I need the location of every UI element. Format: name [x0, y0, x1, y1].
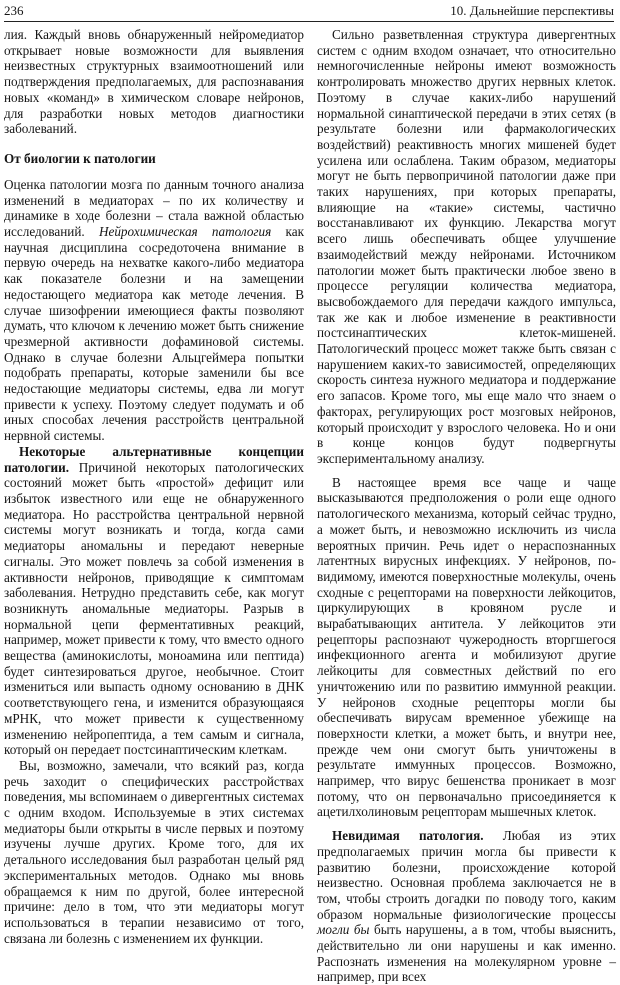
page-number: 236 [4, 3, 24, 18]
invisible-text-a: Любая из этих предполагаемых причин могла бы привести к развитию болезни, происхождение которой неизвестно. Основная проблема заключается не в том, чтобы строить догадки по поводу того, каким образом нормальные физиологические процессы [317, 828, 617, 922]
run-in-heading-invisible: Невидимая патология. [332, 828, 484, 844]
paragraph-spacer [317, 467, 616, 475]
invisible-text-b: быть нарушены, а в том, чтобы выяснить, действительно ли они нарушены и как именно. Распознать изменения на молекулярном уровне – например, при всех [317, 922, 616, 985]
assessment-text-b: как научная дисциплина сосредоточена внимание в первую очередь на нехватке какого-либо медиатора как показателе болезни и на замещении недостающего медиатора как методе лечения. В случае шизофрении имеющиеся факты позволяют думать, что ключом к лечению может быть снижение чрезмерной активности дофаминовой системы. Однако в случае болезни Альцгеймера попытки подобрать препараты, которые заменили бы все недостающие медиаторы системы, едва ли могут привести к успеху. Поэтому следует подумать и об иных способах лечения расстройств центральной нервной системы. [4, 224, 305, 444]
page-header [4, 3, 614, 21]
could-be-term: могли бы [317, 922, 370, 938]
paragraph-remark: Вы, возможно, замечали, что всякий раз, когда речь заходит о специфических расстройствах поведения, мы вспоминаем о дивергентных системах с одним входом. Используемые в этих системах медиаторы были открыты в числе первых и поэтому изучены лучше других. Кроме того, для их детального исследования был разработан целый ряд экспериментальных методов. Однако мы вновь обращаемся к ним по другой, более интересной причине: дело в том, что эти медиаторы могут использоваться в терапии независимо от того, связана ли болезнь с изменением их функции. [4, 757, 304, 946]
assessment-text-a: Оценка патологии мозга по данным точного анализа изменений в медиаторах – по их количеству и динамике в ходе болезни – стала важной областью исследований. [4, 176, 304, 240]
alternative-concepts-text: Причиной некоторых патологических состояний может быть «простой» дефицит или избыток известного или еще не обнаруженного медиатора. Но расстройства центральной нервной системы могут возникать и тогда, когда сами медиаторы аномальны и передают неверные сигналы. Это может повлечь за собой изменения в активности нейронов, приводящие к симптомам заболевания. Нетрудно представить себе, как могут возникнуть аномальные медиаторы. Разрыв в нормальной цепи ферментативных реакций, например, может привести к тому, что вместо одного вещества (аминокислоты, моноамина или пептида) будет синтезироваться другое, необычное. Стоит измениться или выпасть одному основанию в ДНК соответствующего гена, и изменится образующаяся мРНК, что может привести к существенному изменению нейропептида, а тем самым и сигнала, который он передает постсинаптическим клеткам. [4, 459, 304, 758]
paragraph-invisible-pathology [317, 828, 616, 985]
run-in-heading-alternative: Некоторые альтернативные концепции патологии. [4, 443, 304, 475]
paragraph-branched-structure: Сильно разветвленная структура дивергентных систем с одним входом означает, что относительно немногочисленные нейроны имеют возможность контролировать множество других нервных клеток. Поэтому в случае каких-либо нарушений нормальной синаптической передачи в этих сетях (в результате болезни или фармакологических воздействий) реактивность многих мишеней будет усилена или ослаблена. Таким образом, медиаторы могут не быть первопричиной патологии даже при таких нарушениях, при которых препараты, влияющие на «такие» системы, частично восстанавливают их функцию. Лекарства могут всего лишь обеспечивать общее улучшение взаимодействий между нейронами. Источником патологии может быть практически любое звено в процессе регуляции количества медиатора, высвобождаемого для передачи каждого импульса, так же как и любое изменение в реактивности постсинаптических клеток-мишеней. Патологический процесс может также быть связан с нарушением каких-то зависимостей, определяющих скорость синтеза нужного медиатора и поддержание его запасов. Кроме того, мы еще мало что знаем о факторах, регулирующих рост мозговых нейронов, который происходит у взрослого человека. Но и они в конце концов будут подвергнуты экспериментальному анализу. [317, 27, 616, 466]
neurochemical-pathology-term: Нейрохимическая патология [98, 224, 272, 240]
paragraph-alternative-concepts [4, 444, 304, 758]
paragraph-assessment [4, 177, 304, 444]
paragraph-spacer [317, 820, 616, 828]
section-heading: От биологии к патологии [4, 150, 156, 166]
left-column [4, 27, 304, 946]
right-column [317, 27, 616, 985]
paragraph-continuation: лия. Каждый вновь обнаруженный нейромедиатор открывает новые возможности для выявления неизвестных структурных взаимоотношений или подтверждения предполагаемых, для распознавания новых «команд» в химическом словаре нейронов, для разработки новых методов диагностики заболеваний. [4, 27, 304, 137]
running-title: 10. Дальнейшие перспективы [450, 3, 614, 18]
header-rule [4, 21, 614, 22]
paragraph-viral-infection: В настоящее время все чаще и чаще высказываются предположения о роли еще одного патологического механизма, который сейчас трудно, а может быть, и невозможно исключить из числа вероятных причин. Речь идет о нераспознанных латентных вирусных инфекциях. У нейронов, по-видимому, имеются поверхностные молекулы, очень сходные с рецепторами на поверхности лейкоцитов, циркулирующих в кровяном русле и вырабатывающих антитела. У лейкоцитов эти рецепторы распознают чужеродность вторгшегося инфекционного агента и мобилизуют другие лейкоциты для совместных действий по его уничтожению или по развитию иммунной реакции. У нейронов сходные рецепторы могли бы обеспечивать вирусам временное убежище на поверхности клетки, а может быть, и внутри нее, прежде чем они смогут быть уничтожены в результате иммунных процессов. Возможно, например, что вирус бешенства проникает в мозг потому, что он первоначально присоединяется к ацетилхолиновым рецепторам мышечных клеток. [317, 474, 616, 820]
